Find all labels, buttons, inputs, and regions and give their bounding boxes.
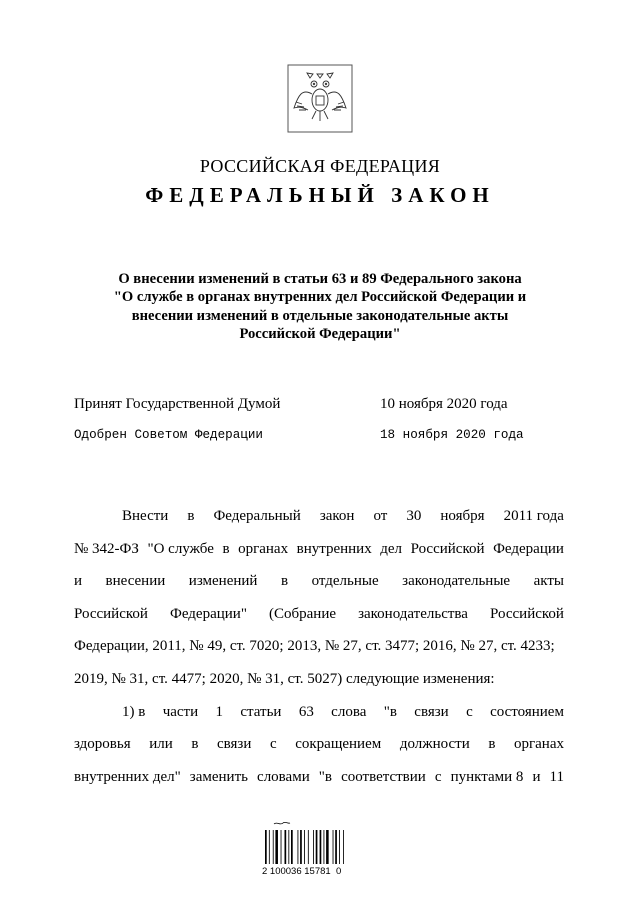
barcode-bar — [304, 830, 305, 864]
duma-adoption-label: Принят Государственной Думой — [74, 396, 281, 412]
duma-adoption-date: 10 ноября 2020 года — [380, 396, 508, 412]
body-word: пунктами 8 — [450, 768, 524, 785]
body-word: Федерации" — [169, 605, 247, 622]
duma-adoption-row — [74, 396, 508, 413]
body-word: слова — [331, 703, 367, 720]
council-approval-date: 18 ноября 2020 года — [380, 428, 524, 442]
barcode-bar — [313, 830, 314, 864]
body-word: должности — [399, 736, 470, 753]
body-word: части — [162, 703, 199, 720]
body-word: сокращением — [295, 736, 382, 753]
body-text-line — [74, 761, 564, 794]
body-word: связи — [414, 703, 449, 720]
barcode-bar — [308, 830, 309, 864]
body-word: и — [74, 573, 83, 590]
body-word: от — [373, 508, 388, 524]
document-type-heading: ФЕДЕРАЛЬНЫЙ ЗАКОН — [145, 183, 495, 207]
body-word: 63 — [298, 703, 314, 720]
law-title-line: "О службе в органах внутренних дел Российской Федерации и — [113, 289, 527, 306]
body-word: 30 — [406, 508, 422, 524]
body-word: 2019, № 31, ст. 4477; 2020, № 31, ст. 5027) следующие изменения: — [74, 670, 495, 687]
body-word: законодательства — [358, 605, 468, 622]
body-word: в — [187, 508, 195, 524]
body-word: с — [434, 768, 442, 785]
barcode-bar — [285, 830, 287, 864]
body-word: Внести — [122, 508, 169, 524]
body-word: 2011 года — [503, 508, 564, 524]
body-word: "в — [318, 768, 333, 785]
body-word: 1) в — [122, 703, 146, 720]
body-word: состоянием — [490, 703, 564, 720]
body-word: законодательные — [402, 573, 511, 590]
body-word: внесении — [105, 573, 166, 590]
barcode-bar — [269, 830, 270, 864]
coat-of-arms-emblem — [286, 64, 354, 134]
body-word: в — [280, 573, 289, 590]
barcode-number: 2 100036 15781 0 — [262, 866, 342, 877]
law-title-line: Российской Федерации" — [239, 325, 401, 342]
body-word: 1 — [215, 703, 223, 720]
body-word: внутренних дел" — [74, 768, 181, 785]
body-word: закон — [319, 508, 355, 524]
body-word: в — [191, 736, 199, 753]
body-word: внутренних — [296, 540, 372, 557]
body-word: "в — [383, 703, 397, 720]
body-word: отдельные — [311, 573, 379, 590]
body-word: Российской — [410, 540, 485, 557]
council-approval-row — [74, 428, 524, 442]
barcode-bar — [288, 830, 289, 864]
barcode-bar — [316, 830, 318, 864]
barcode-bar — [281, 830, 282, 864]
body-word: с — [269, 736, 277, 753]
body-text-line — [74, 696, 564, 729]
body-word: статьи — [240, 703, 282, 720]
barcode-bar — [265, 830, 267, 864]
body-word: Федеральный — [213, 508, 301, 524]
body-text-line — [74, 565, 564, 598]
barcode-bar — [335, 830, 337, 864]
body-word: 11 — [549, 768, 564, 785]
body-text-line — [74, 500, 564, 533]
body-word: соответствии — [341, 768, 426, 785]
barcode-bar — [275, 830, 278, 864]
law-body-text — [74, 500, 564, 793]
country-heading: РОССИЙСКАЯ ФЕДЕРАЦИЯ — [199, 156, 441, 176]
barcode-bar — [324, 830, 325, 864]
barcode-bar — [339, 830, 340, 864]
body-word: здоровья — [74, 736, 131, 753]
body-word: ноября — [440, 508, 485, 524]
body-word: органах — [238, 540, 289, 557]
body-word: акты — [533, 573, 564, 590]
barcode-bar — [298, 830, 299, 864]
body-word: (Собрание — [269, 605, 337, 622]
body-word: заменить — [189, 768, 248, 785]
body-word: "О службе — [147, 540, 214, 557]
law-title — [60, 270, 580, 343]
body-text-line — [74, 630, 564, 663]
body-text-line — [74, 598, 564, 631]
body-word: в — [488, 736, 496, 753]
body-word: Федерации — [493, 540, 564, 557]
body-word: органах — [514, 736, 564, 753]
barcode-bar — [326, 830, 329, 864]
body-word: Федерации, 2011, № 49, ст. 7020; 2013, № 27, ст. 3477; 2016, № 27, ст. 4233; — [74, 638, 555, 655]
body-word: в — [222, 540, 230, 557]
body-word: и — [532, 768, 541, 785]
body-word: или — [149, 736, 173, 753]
body-text-line — [74, 663, 564, 696]
body-text-line — [74, 728, 564, 761]
law-title-line: внесении изменений в отдельные законодательные акты — [131, 307, 509, 324]
body-word: словами — [257, 768, 310, 785]
barcode-bar — [291, 830, 293, 864]
barcode-bar — [300, 830, 302, 864]
body-word: № 342-ФЗ — [74, 540, 139, 557]
law-title-line: О внесении изменений в статьи 63 и 89 Федерального закона — [118, 271, 522, 287]
barcode-bar — [343, 830, 344, 864]
body-word: связи — [216, 736, 252, 753]
body-word: Российской — [490, 605, 564, 622]
body-word: Российской — [74, 605, 148, 622]
body-word: дел — [380, 540, 403, 557]
barcode-bar — [320, 830, 322, 864]
barcode-bar — [273, 830, 274, 864]
body-word: изменений — [188, 573, 258, 590]
council-approval-label: Одобрен Советом Федерации — [74, 428, 263, 442]
body-word: с — [466, 703, 473, 720]
barcode-bar — [333, 830, 334, 864]
body-text-line — [74, 533, 564, 566]
